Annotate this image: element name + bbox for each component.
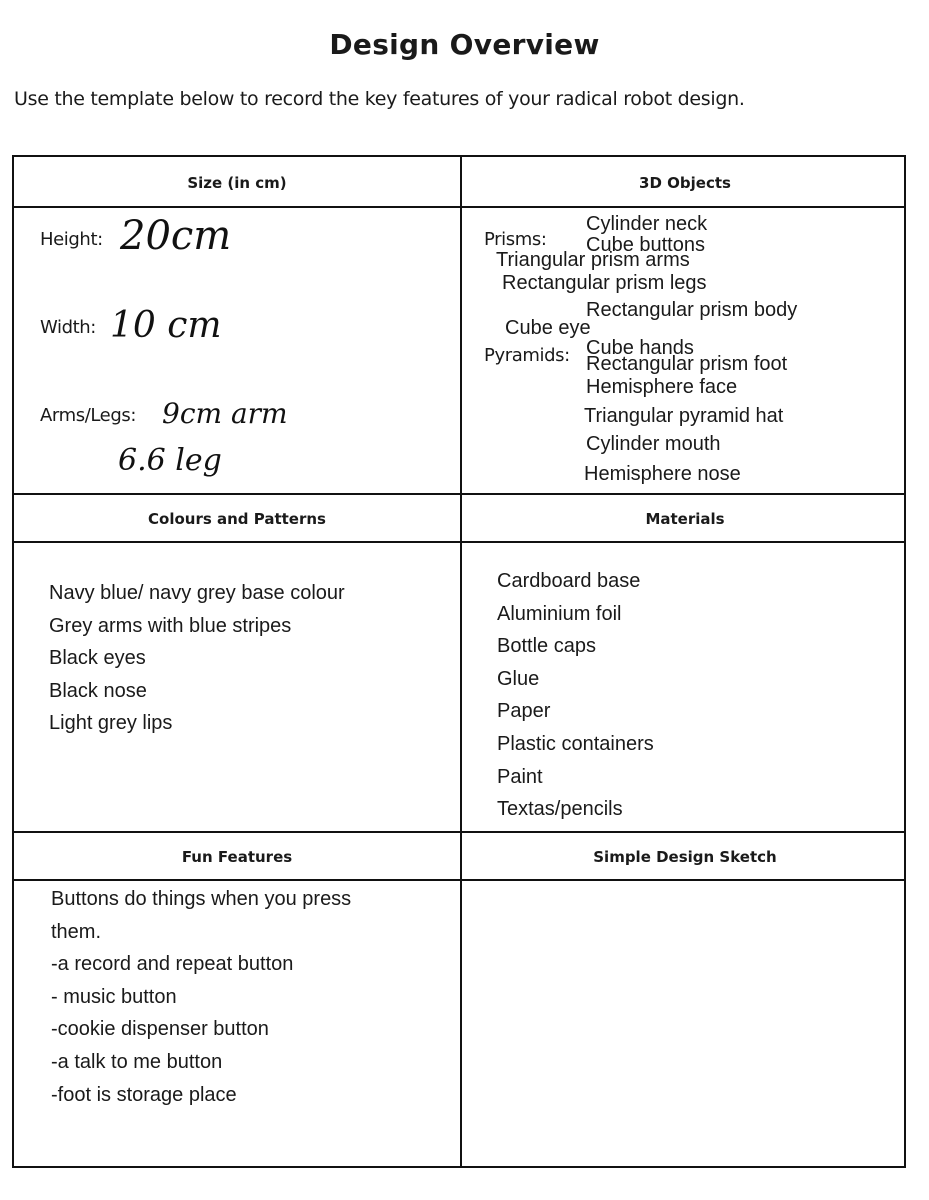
legs-value: 6.6 leg	[118, 443, 222, 478]
row-divider	[14, 831, 904, 833]
object-item: Hemisphere face	[586, 376, 738, 398]
width-label: Width:	[40, 317, 96, 338]
sketch-area	[462, 881, 904, 1166]
list-item: Paper	[497, 700, 551, 723]
list-item: Navy blue/ navy grey base colour	[49, 582, 345, 604]
list-item: Buttons do things when you press	[51, 888, 352, 910]
arms-legs-label: Arms/Legs:	[40, 405, 137, 426]
object-item: Triangular pyramid hat	[584, 405, 784, 427]
list-item: Plastic containers	[497, 732, 654, 755]
list-item: -foot is storage place	[51, 1083, 237, 1106]
height-value: 20cm	[120, 213, 232, 259]
list-item: Paint	[497, 765, 543, 788]
list-item: Textas/pencils	[497, 798, 623, 821]
materials-header: Materials	[645, 510, 725, 528]
intro-text: Use the template below to record the key features of your radical robot design.	[14, 88, 745, 110]
list-item: Glue	[497, 667, 540, 690]
list-item: -a talk to me button	[51, 1050, 223, 1073]
object-item: Hemisphere nose	[584, 463, 741, 485]
arms-value: 9cm arm	[162, 397, 288, 430]
width-value: 10 cm	[110, 305, 222, 346]
object-item: Cylinder mouth	[586, 433, 721, 455]
colours-header: Colours and Patterns	[148, 510, 326, 528]
list-item: Cardboard base	[497, 570, 641, 592]
object-item: Cube eye	[505, 317, 591, 339]
object-item: Rectangular prism foot	[586, 353, 788, 375]
list-item: Grey arms with blue stripes	[49, 614, 292, 637]
object-item: Cube hands	[586, 337, 694, 359]
page-title: Design Overview	[329, 28, 600, 61]
design-template-table	[12, 155, 906, 1168]
object-item: Cube buttons	[586, 234, 705, 256]
row-divider	[14, 541, 904, 543]
list-item: Aluminium foil	[497, 602, 622, 625]
sketch-header: Simple Design Sketch	[593, 848, 777, 866]
fun-features-list	[51, 883, 351, 1111]
object-item: Cylinder neck	[586, 213, 708, 235]
list-item: Bottle caps	[497, 635, 596, 658]
list-item: -cookie dispenser button	[51, 1018, 269, 1041]
object-item: Triangular prism arms	[496, 249, 690, 271]
size-header: Size (in cm)	[187, 174, 287, 192]
list-item: - music button	[51, 985, 177, 1008]
colours-list	[49, 577, 345, 740]
pyramids-label: Pyramids:	[484, 345, 570, 366]
row-divider	[14, 206, 904, 208]
object-item: Rectangular prism body	[586, 299, 798, 321]
list-item: them.	[51, 920, 102, 943]
materials-list	[497, 565, 654, 826]
prisms-label: Prisms:	[484, 229, 547, 250]
row-divider	[14, 493, 904, 495]
list-item: -a record and repeat button	[51, 953, 294, 976]
fun-features-header: Fun Features	[181, 848, 293, 866]
height-label: Height:	[40, 229, 103, 250]
list-item: Black eyes	[49, 647, 146, 670]
objects-header: 3D Objects	[639, 174, 731, 192]
list-item: Black nose	[49, 679, 147, 702]
list-item: Light grey lips	[49, 712, 173, 735]
object-item: Rectangular prism legs	[502, 272, 707, 294]
